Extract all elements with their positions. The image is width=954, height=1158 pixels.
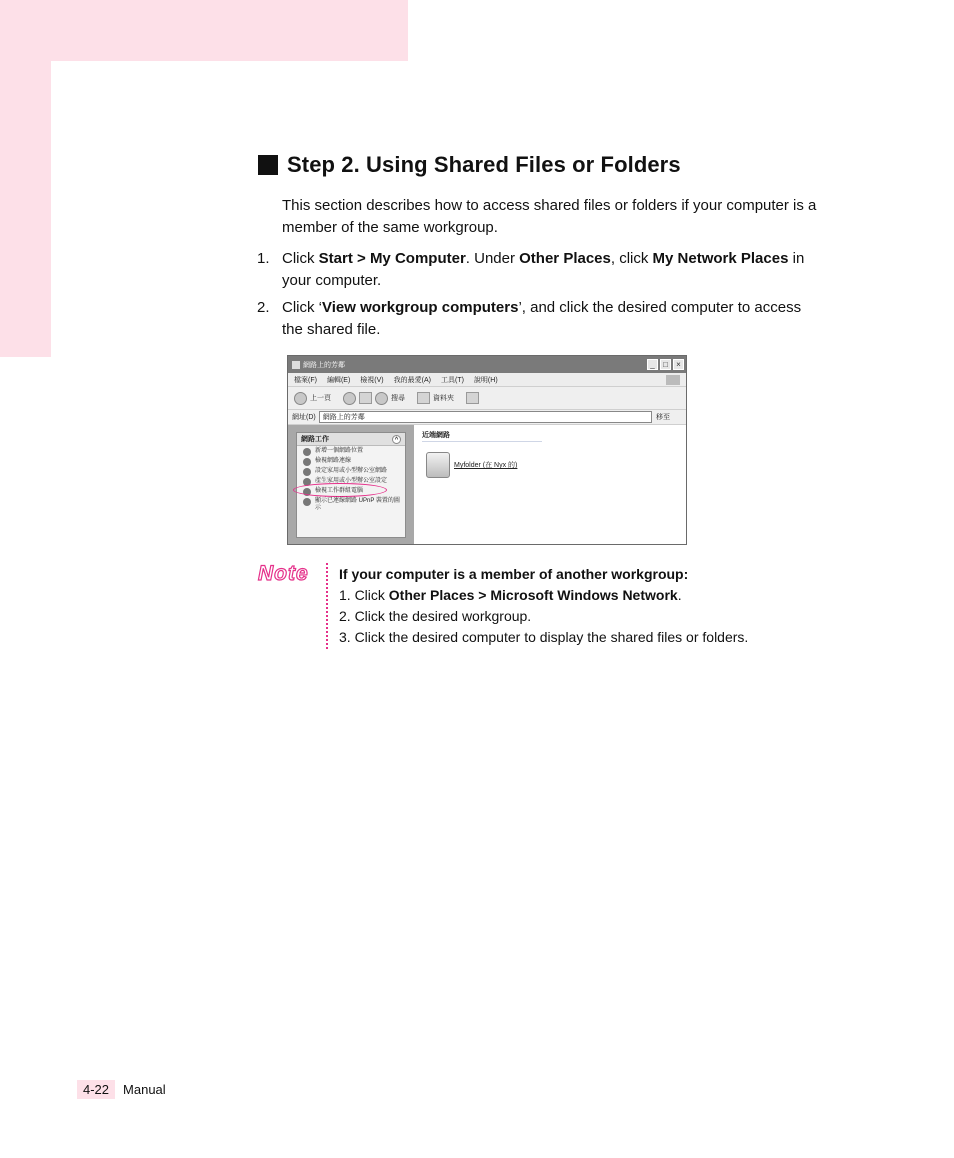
task-label: 檢視網路連線 [315, 458, 352, 464]
window-title: 網路上的芳鄰 [303, 361, 345, 369]
note-heading-text: If your computer is a member of another workgroup: [339, 566, 689, 582]
step-number: 2. [257, 299, 270, 316]
window-titlebar [288, 356, 686, 373]
step-text [282, 297, 817, 341]
note-line-1 [339, 585, 899, 606]
menu-favorites[interactable]: 我的最愛(A) [393, 376, 431, 384]
text-run: in your computer. [282, 250, 805, 289]
window-icon [292, 361, 300, 369]
heading-square-icon [258, 155, 278, 175]
text-run: , click [610, 250, 653, 267]
local-network-title: 近端網路 [422, 430, 542, 442]
collapse-chevron-icon[interactable]: ^ [392, 435, 401, 444]
step-1 [257, 248, 817, 292]
shared-folder-icon [426, 452, 450, 478]
task-pane [288, 425, 414, 545]
bold-run: Other Places [519, 250, 611, 267]
step-2 [257, 297, 817, 341]
note-line-2: 2. Click the desired workgroup. [339, 608, 532, 624]
upnp-icon [303, 498, 311, 506]
go-button[interactable]: 移至 [656, 414, 670, 421]
task-box-header [297, 433, 405, 446]
task-setup-network[interactable] [297, 466, 405, 476]
task-view-connections[interactable] [297, 456, 405, 466]
close-icon[interactable]: × [673, 359, 684, 370]
setup-icon [303, 468, 311, 476]
folders-icon[interactable] [417, 392, 430, 404]
network-tasks-box [296, 432, 406, 538]
page-number: 4-22 [77, 1080, 115, 1099]
search-label[interactable]: 搜尋 [391, 395, 405, 402]
task-label: 檢視工作群組電腦 [315, 488, 364, 494]
connections-icon [303, 458, 311, 466]
shared-folder-label: Myfolder (在 Nyx 的) [454, 462, 518, 469]
network-places-screenshot [287, 355, 687, 545]
note-body [339, 564, 899, 648]
text-run: Click ‘ [282, 299, 322, 316]
menu-edit[interactable]: 編輯(E) [326, 376, 351, 384]
note-heading [339, 564, 899, 585]
search-icon[interactable] [375, 392, 388, 405]
bold-run: My Network Places [652, 250, 789, 267]
back-arrow-icon[interactable] [294, 392, 307, 405]
task-view-workgroup-computers[interactable] [297, 486, 405, 496]
text-run: . [677, 587, 682, 603]
pink-side-band [0, 0, 51, 357]
address-input[interactable]: 網路上的芳鄰 [319, 411, 652, 423]
note-dotted-divider [326, 563, 328, 649]
text-run: . Under [465, 250, 520, 267]
minimize-icon[interactable]: _ [647, 359, 658, 370]
step-text [282, 248, 817, 292]
task-label: 設定家用或小型辦公室網路 [315, 468, 388, 474]
explorer-panes [288, 425, 686, 545]
menu-tools[interactable]: 工具(T) [440, 376, 464, 384]
footer-label: Manual [123, 1082, 166, 1097]
text-run: ’, and click the desired computer to access the shared file. [282, 299, 802, 338]
folders-label[interactable]: 資料夾 [433, 395, 454, 402]
pink-header-band [0, 0, 408, 61]
note-title: Note [258, 562, 309, 585]
content-pane [414, 425, 686, 545]
menu-view[interactable]: 檢視(V) [360, 376, 384, 384]
text-run: Click [282, 250, 319, 267]
task-label: 顯示已連線網路 UPnP 裝置的圖示 [315, 498, 400, 511]
task-show-upnp-icons[interactable] [297, 496, 405, 512]
note-line-3: 3. Click the desired computer to display the shared files or folders. [339, 629, 749, 645]
views-icon[interactable] [466, 392, 479, 404]
task-add-network-place[interactable] [297, 446, 405, 456]
bold-run: Start > My Computer [318, 250, 466, 267]
step-number: 1. [257, 250, 270, 267]
task-box-title: 網路工作 [301, 436, 329, 443]
forward-arrow-icon[interactable] [343, 392, 356, 405]
text-run: 1. Click [339, 587, 389, 603]
bold-run: View workgroup computers [322, 299, 519, 316]
network-place-icon [303, 448, 311, 456]
up-folder-icon[interactable] [359, 392, 372, 404]
address-bar [288, 410, 686, 425]
toolbar [288, 387, 686, 410]
menu-help[interactable]: 說明(H) [473, 376, 498, 384]
bold-run: Other Places > Microsoft Windows Network [388, 587, 678, 603]
menu-file[interactable]: 檔案(F) [294, 376, 317, 384]
intro-paragraph: This section describes how to access shared files or folders if your computer is a member of the same workgroup. [282, 197, 817, 236]
address-label: 網址(D) [292, 414, 316, 421]
section-heading [258, 152, 681, 178]
heading-title: Step 2. Using Shared Files or Folders [287, 152, 681, 177]
maximize-icon[interactable]: □ [660, 359, 671, 370]
task-label: 產生家用或小型辦公室設定 [315, 478, 388, 484]
windows-logo-icon [666, 375, 680, 385]
page-footer [77, 1080, 166, 1099]
back-label[interactable]: 上一頁 [310, 395, 331, 402]
workgroup-icon [303, 488, 311, 496]
shared-folder-item[interactable] [426, 452, 678, 478]
menu-bar [288, 373, 686, 387]
task-label: 新增一個網路位置 [315, 448, 364, 454]
